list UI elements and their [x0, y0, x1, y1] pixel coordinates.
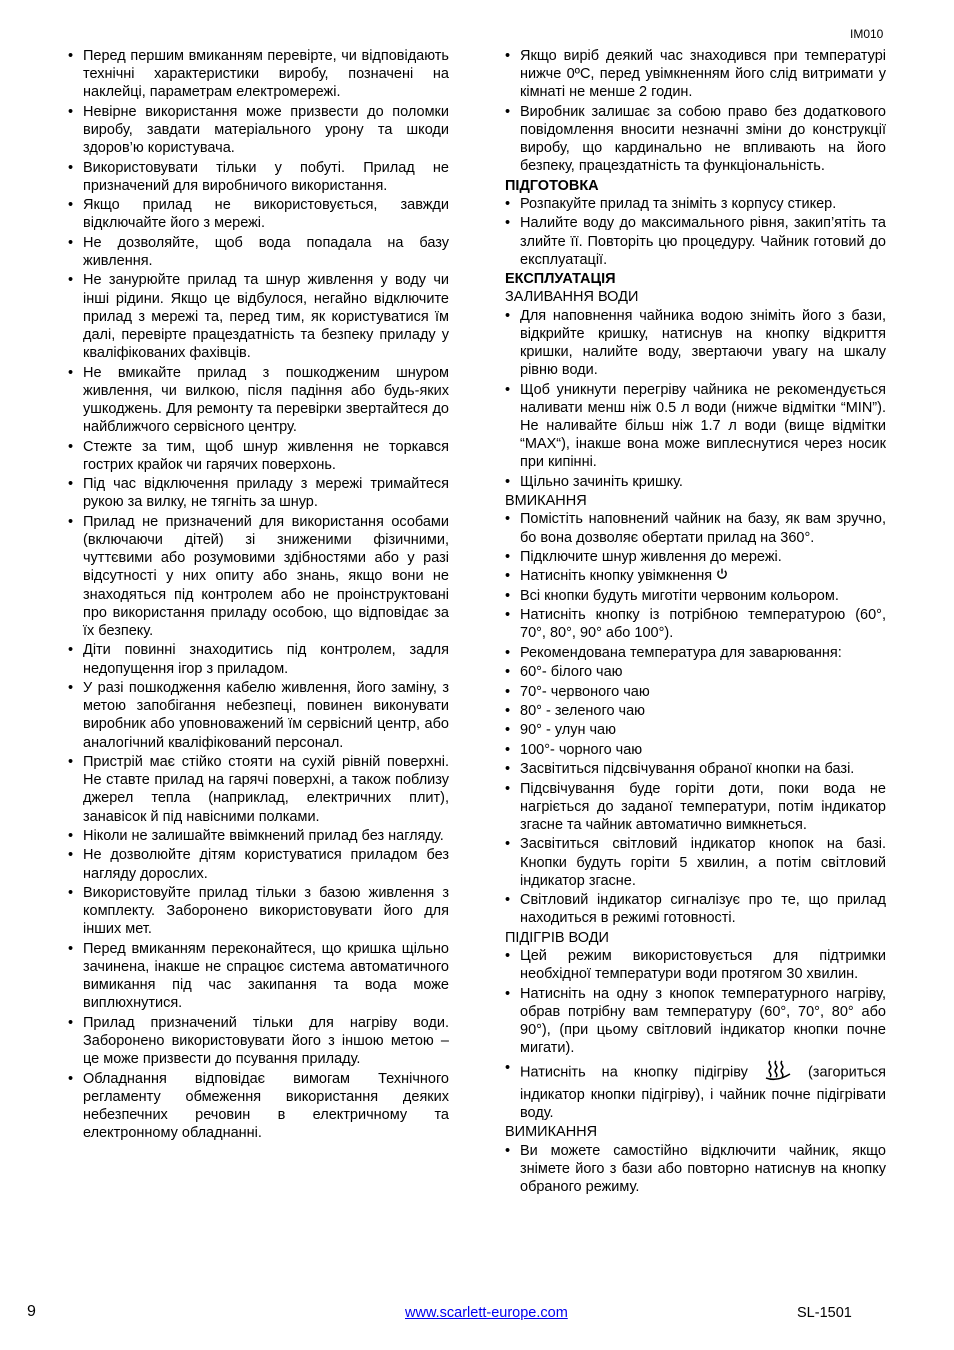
list-item: • Перед вмиканням переконайтеся, що кришка щільно зачинена, інакше не спрацює система автоматичного вимикання під час закипання та вода може виплюхнутися. — [68, 940, 449, 1013]
preparation-heading: ПІДГОТОВКА — [505, 177, 599, 194]
switching-on-list — [505, 510, 886, 585]
list-item: • Натисніть на одну з кнопок температурного нагріву, обрав потрібну вам температуру (60°, 70°, 80° або 90°), (при цьому світловий індикатор кнопки почне мигати). — [505, 985, 886, 1058]
filling-subheading: ЗАЛИВАННЯ ВОДИ — [505, 289, 639, 306]
keep-warm-item-after: (загориться індикатор кнопки підігріву), і чайник почне підігрівати воду. — [520, 1063, 887, 1121]
list-item: • 70°- червоного чаю — [505, 683, 886, 701]
list-item: • Перед першим вмиканням перевірте, чи відповідають технічні характеристики виробу, позначені на наклейці, параметрам електромережі. — [68, 47, 449, 102]
list-item: • Щоб уникнути перегріву чайника не рекомендується наливати менш ніж 0.5 л води (нижче відмітки “MIN”). Не наливайте більш ніж 1.7 л води (вище відмітки “MAX“), інакше вона може виплеснутися через носик при кипінні. — [505, 381, 886, 472]
list-item: • Якщо прилад не використовується, завжди відключайте його з мережі. — [68, 196, 449, 232]
keep-warm-item-before: Натисніть на кнопку підігріву — [520, 1063, 748, 1080]
list-item: • Рекомендована температура для заварювання: — [505, 644, 886, 662]
list-item: • Для наповнення чайника водою зніміть його з бази, відкрийте кришку, натиснув на кнопку відкриття кришки, налийте воду, звертаючи увагу на шкалу рівню води. — [505, 307, 886, 380]
list-item: • 80° - зеленого чаю — [505, 702, 886, 720]
keep-warm-list — [505, 947, 886, 1057]
operation-heading: ЕКСПЛУАТАЦІЯ — [505, 271, 616, 288]
list-item: • Підсвічування буде горіти доти, поки вода не нагріється до заданої температури, потім індикатор згасне та чайник автоматично вимкнеться. — [505, 780, 886, 835]
list-item: • 90° - улун чаю — [505, 721, 886, 739]
left-column — [68, 47, 449, 1144]
list-item: • Не занурюйте прилад та шнур живлення у воду чи інші рідини. Якщо це відбулося, негайно відключите прилад з мережі та, перед тим, як користуватися їм далі, перевірте працездатність та безпеку приладу у кваліфікованих фахівців. — [68, 271, 449, 362]
list-item: • 60°- білого чаю — [505, 663, 886, 681]
list-item: • Засвітиться підсвічування обраної кнопки на базі. — [505, 760, 886, 778]
footer-model: SL-1501 — [797, 1305, 852, 1321]
safety-list — [68, 47, 449, 1142]
list-item: • Використовувати тільки у побуті. Прилад не призначений для виробничого використання. — [68, 159, 449, 195]
list-item: • Цей режим використовується для підтримки необхідної температури води протягом 30 хвилин. — [505, 947, 886, 983]
filling-list — [505, 307, 886, 491]
list-item: • Помістіть наповнений чайник на базу, як вам зручно, бо вона дозволяє обертати прилад на 360°. — [505, 510, 886, 546]
power-item-text: Натисніть кнопку увімкнення — [520, 568, 713, 585]
switching-on-list-continued — [505, 587, 886, 928]
list-item: • Використовуйте прилад тільки з базою живлення з комплекту. Заборонено використовувати його для інших мет. — [68, 884, 449, 939]
list-item: • Обладнання відповідає вимогам Технічного регламенту обмеження використання деяких небезпечних речовин в електричному та електронному обладнанні. — [68, 1070, 449, 1143]
list-item: • Світловий індикатор сигналізує про те, що прилад находиться в режимі готовності. — [505, 891, 886, 927]
list-item: • Налийте воду до максимального рівня, закип’ятіть та злийте її. Повторіть цю процедуру. Чайник готовий до експлуатації. — [505, 214, 886, 269]
list-item: • Ніколи не залишайте ввімкнений прилад без нагляду. — [68, 827, 449, 845]
list-item: • 100°- чорного чаю — [505, 741, 886, 759]
list-item: • Стежте за тим, щоб шнур живлення не торкався гострих крайок чи гарячих поверхонь. — [68, 438, 449, 474]
switching-off-list — [505, 1142, 886, 1197]
list-item: • Не вмикайте прилад з пошкодженим шнуром живлення, чи вилкою, після падіння або будь-яких ушкоджень. Для ремонту та перевірки звертайтеся до найближчого сервісного центру. — [68, 364, 449, 437]
page-number: 9 — [27, 1303, 36, 1320]
list-item: • Прилад не призначений для використання особами (включаючи дітей) зі зниженими фізичними, чуттєвими або розумовими здібностями або у разі відсутності у них опиту або знань, якщо вони не знаходяться під контролем або не проінструктовані про використання приладу особою, що відповідає за їх безпеку. — [68, 513, 449, 640]
list-item: • У разі пошкодження кабелю живлення, його заміну, з метою запобігання небезпеці, повинен виконувати виробник або уповноважений їм сервісний центр, або аналогічний кваліфікований персонал. — [68, 679, 449, 752]
list-item: • Всі кнопки будуть миготіти червоним кольором. — [505, 587, 886, 605]
switching-off-subheading: ВИМИКАННЯ — [505, 1124, 598, 1141]
list-item: • Пристрій має стійко стояти на сухій рівній поверхні. Не ставте прилад на гарячі поверхні, а також поблизу джерел тепла (наприклад, електричних плит), занавісок й під навісними полками. — [68, 753, 449, 826]
list-item: • Не дозволюйте дітям користуватися приладом без нагляду дорослих. — [68, 846, 449, 882]
intro-list — [505, 47, 886, 176]
list-item: • Щільно зачиніть кришку. — [505, 473, 886, 491]
switching-on-subheading: ВМИКАННЯ — [505, 493, 587, 510]
list-item: • Якщо виріб деякий час знаходився при температурі нижче 0ºC, перед увімкненням його слід витримати у кімнаті не менше 2 годин. — [505, 47, 886, 102]
list-item: • Підключите шнур живлення до мережі. — [505, 548, 886, 566]
list-item — [505, 567, 886, 585]
list-item — [505, 1059, 886, 1123]
list-item: • Виробник залишає за собою право без додаткового повідомлення вносити незначні зміни до конструкції виробу, що кардинально не впливають на його безпеку, працездатність та функціональність. — [505, 103, 886, 176]
right-column — [505, 47, 886, 1197]
list-item: • Прилад призначений тільки для нагріву води. Заборонено використовувати його з іншою метою – це може призвести до псування приладу. — [68, 1014, 449, 1069]
preparation-list — [505, 195, 886, 269]
list-item: • Не дозволяйте, щоб вода попадала на базу живлення. — [68, 234, 449, 270]
list-item: • Натисніть кнопку із потрібною температурою (60°, 70°, 80°, 90° або 100°). — [505, 606, 886, 642]
list-item: • Ви можете самостійно відключити чайник, якщо знімете його з бази або повторно натиснув на кнопку обраного режиму. — [505, 1142, 886, 1197]
model-code: IM010 — [850, 27, 884, 41]
list-item: • Засвітиться світловий індикатор кнопок на базі. Кнопки будуть горіти 5 хвилин, а потім світловий індикатор згасне. — [505, 835, 886, 890]
list-item: • Розпакуйте прилад та зніміть з корпусу стикер. — [505, 195, 886, 213]
website-link[interactable]: www.scarlett-europe.com — [405, 1305, 568, 1321]
list-item: • Під час відключення приладу з мережі тримайтеся рукою за вилку, не тягніть за шнур. — [68, 475, 449, 511]
keep-warm-icon — [764, 1059, 792, 1086]
keep-warm-list-continued — [505, 1059, 886, 1123]
list-item: • Діти повинні знаходитись під контролем, задля недопущення ігор з приладом. — [68, 641, 449, 677]
power-icon — [716, 567, 728, 585]
list-item: • Невірне використання може призвести до поломки виробу, завдати матеріального урону та шкоди здоров’ю користувача. — [68, 103, 449, 158]
keep-warm-subheading: ПІДІГРІВ ВОДИ — [505, 929, 609, 946]
